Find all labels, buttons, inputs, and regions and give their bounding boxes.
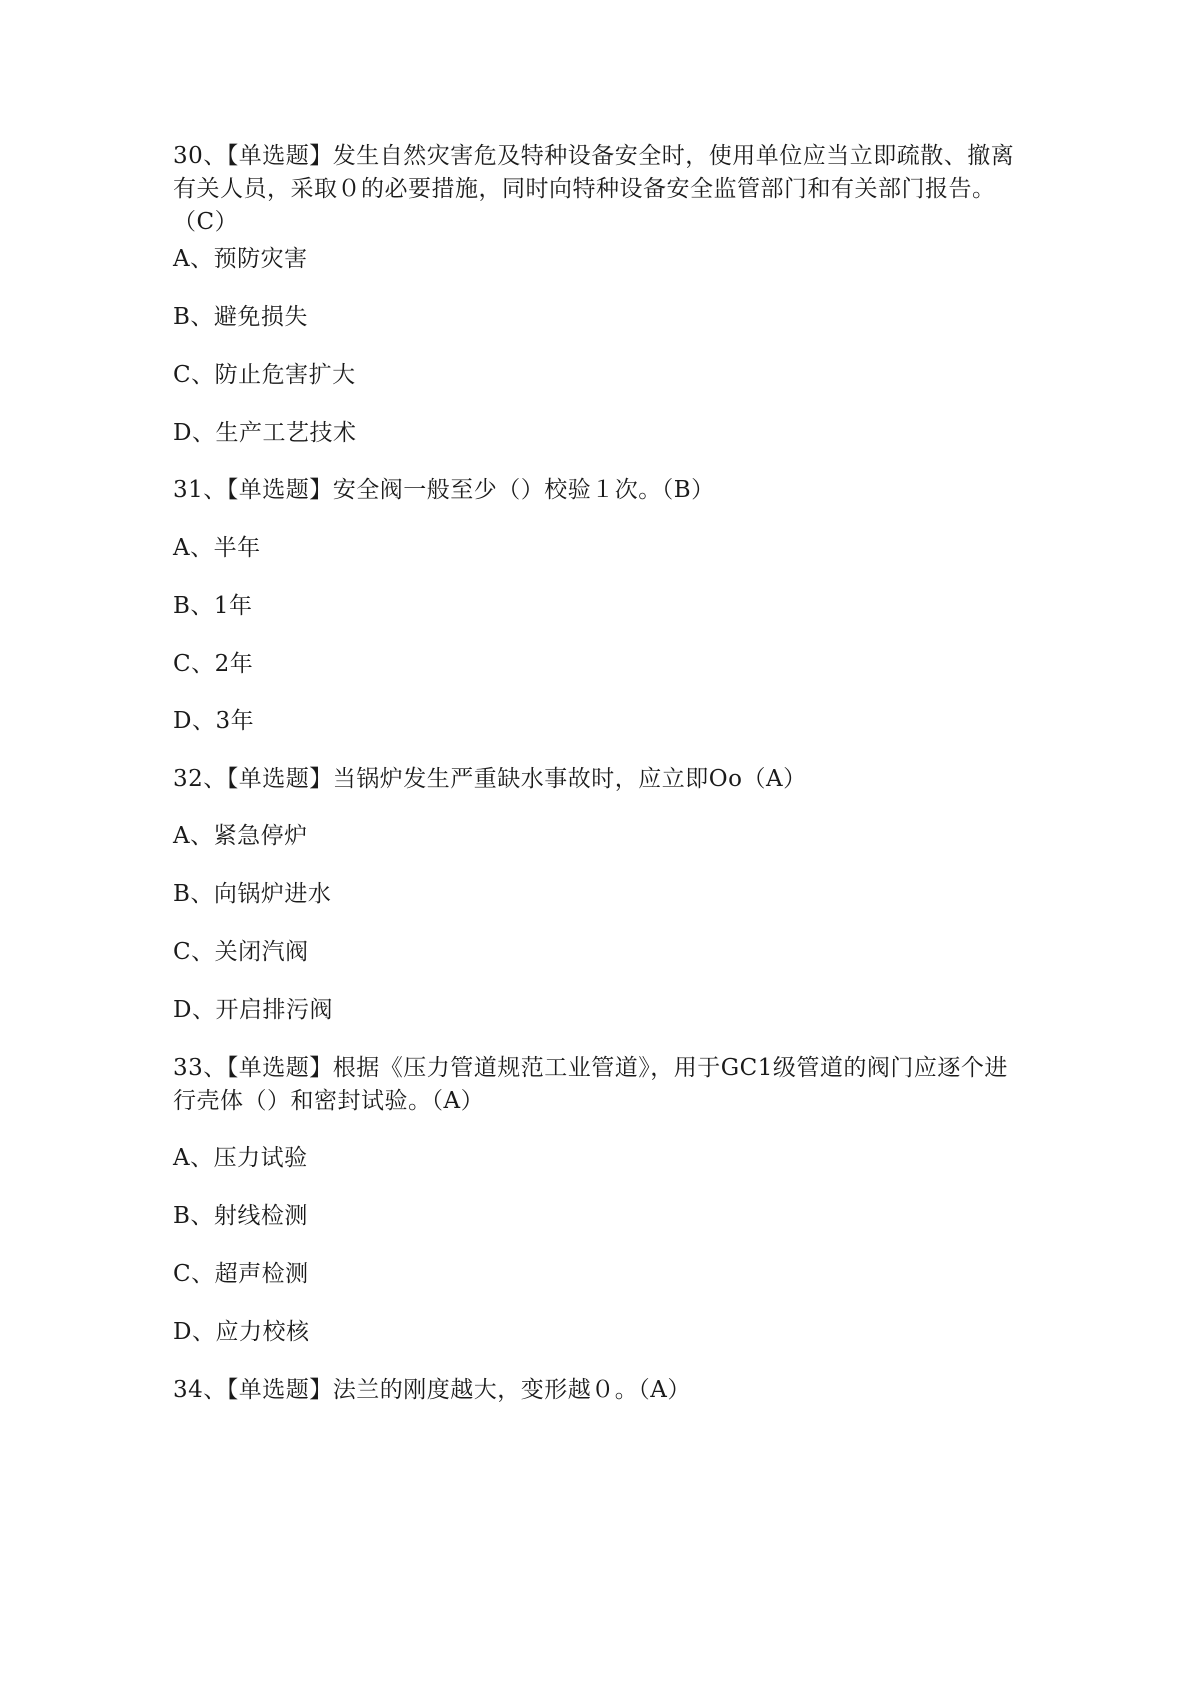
question-31: 31、【单选题】安全阀一般至少（）校验１次。（B） bbox=[173, 477, 715, 503]
question-32: 32、【单选题】当锅炉发生严重缺水事故时，应立即Oo（A） bbox=[173, 766, 807, 792]
question-33-option-c: C、超声检测 bbox=[173, 1261, 309, 1287]
question-32-option-d: D、开启排污阀 bbox=[173, 997, 333, 1023]
question-31-option-d: D、3年 bbox=[173, 708, 255, 734]
question-32-option-b: B、向锅炉进水 bbox=[173, 881, 332, 907]
question-31-option-c: C、2年 bbox=[173, 651, 254, 677]
question-30-option-a: A、预防灾害 bbox=[173, 246, 308, 272]
question-34: 34、【单选题】法兰的刚度越大，变形越０。（A） bbox=[173, 1377, 691, 1403]
question-30: 30、【单选题】发生自然灾害危及特种设备安全时，使用单位应当立即疏散、撤离有关人员，采取０的必要措施，同时向特种设备安全监管部门和有关部门报告。（C） bbox=[173, 143, 1015, 235]
question-31-option-b: B、1年 bbox=[173, 593, 253, 619]
question-33-option-d: D、应力校核 bbox=[173, 1319, 310, 1345]
question-30-option-c: C、防止危害扩大 bbox=[173, 362, 356, 388]
question-32-option-a: A、紧急停炉 bbox=[173, 823, 308, 849]
question-33: 33、【单选题】根据《压力管道规范工业管道》，用于GC1级管道的阀门应逐个进行壳体（）和密封试验。（A） bbox=[173, 1055, 1008, 1114]
question-31-option-a: A、半年 bbox=[173, 535, 261, 561]
question-33-option-b: B、射线检测 bbox=[173, 1203, 308, 1229]
question-30-option-b: B、避免损失 bbox=[173, 304, 308, 330]
question-32-option-c: C、关闭汽阀 bbox=[173, 939, 309, 965]
question-30-option-d: D、生产工艺技术 bbox=[173, 420, 357, 446]
question-33-option-a: A、压力试验 bbox=[173, 1145, 308, 1171]
